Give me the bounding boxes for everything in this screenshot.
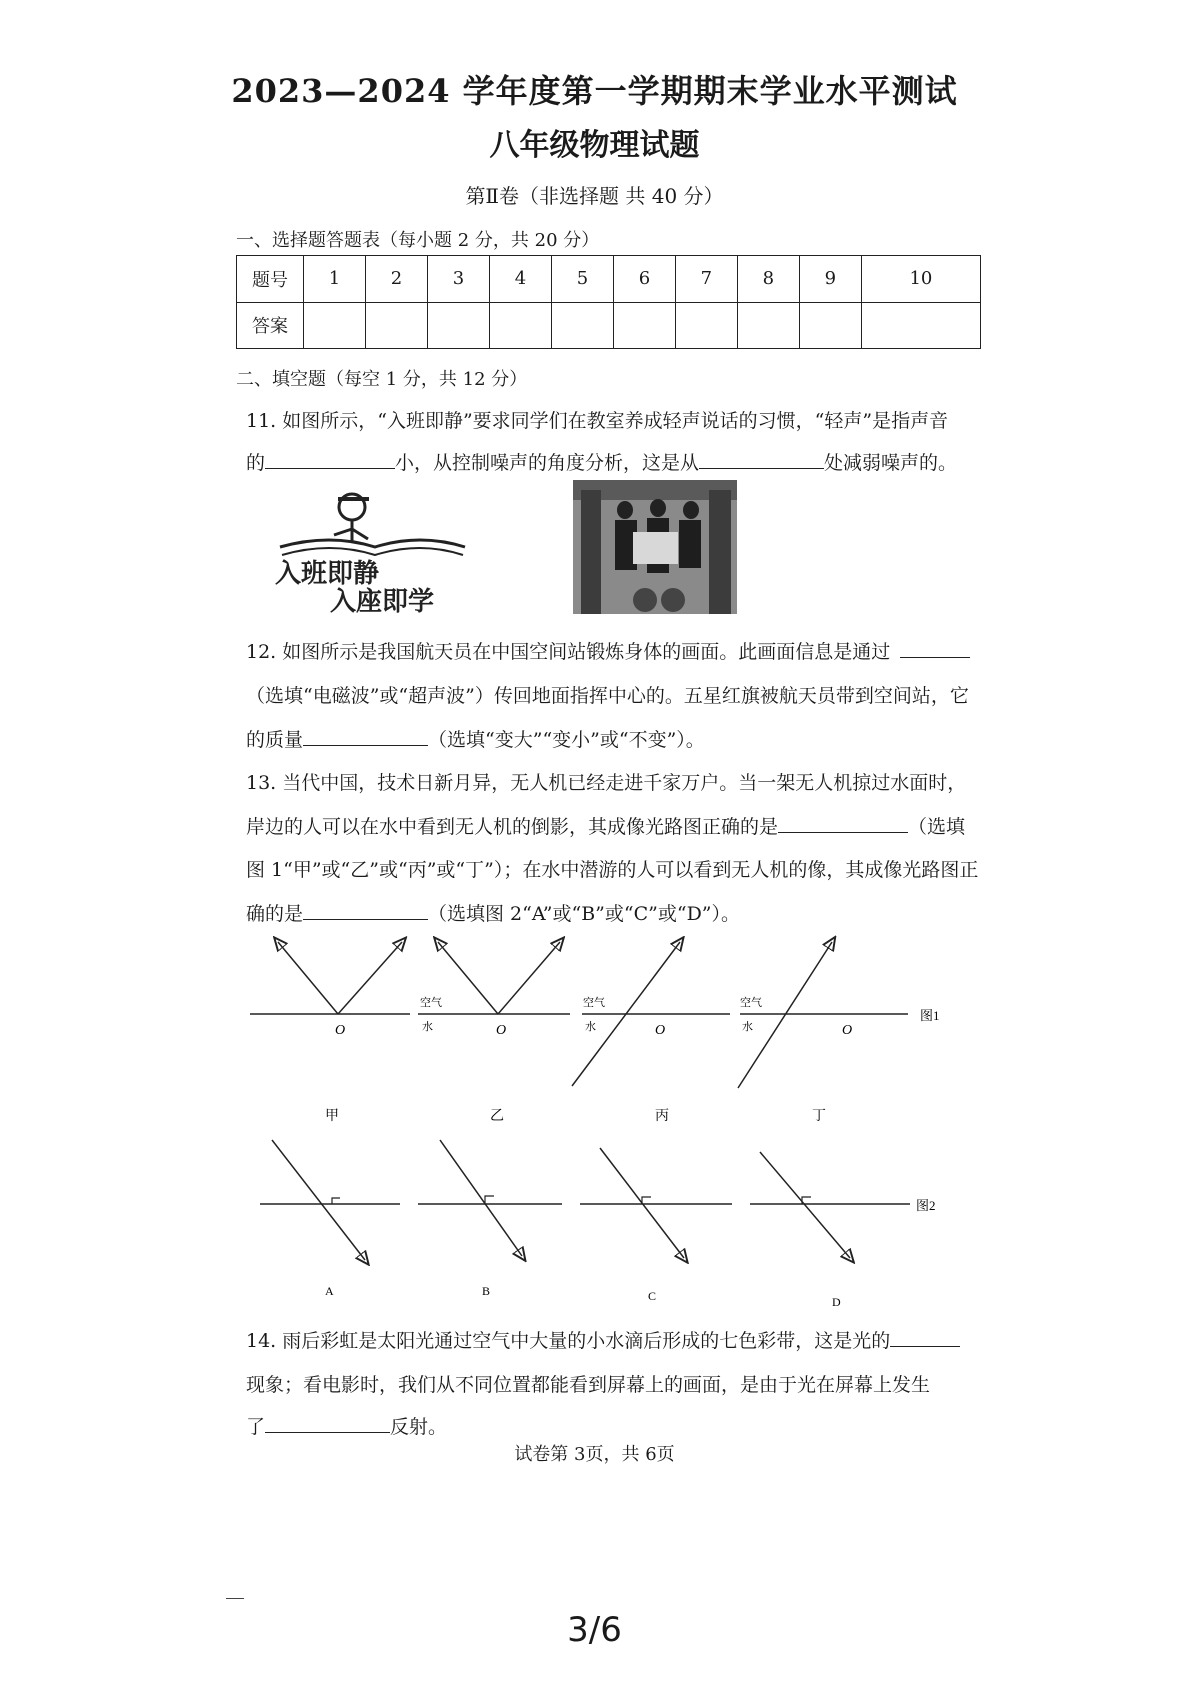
answer-blank[interactable] — [265, 1414, 390, 1433]
question-number-cell: 5 — [551, 256, 613, 303]
q11-text-a: 的 — [246, 452, 266, 474]
q14-text-1: 14. 雨后彩虹是太阳光通过空气中大量的小水滴后形成的七色彩带，这是光的 — [246, 1330, 891, 1352]
corner-mark — [226, 1598, 244, 1599]
panel-label-yi: 乙 — [490, 1109, 504, 1124]
answer-table — [236, 255, 981, 349]
page-counter: 3/6 — [567, 1610, 622, 1650]
astronaut-photo — [573, 480, 737, 614]
air-label: 空气 — [740, 997, 762, 1009]
answer-blank[interactable] — [303, 901, 428, 920]
figure1-diagram — [230, 930, 950, 1130]
q11-line1: 11. 如图所示，“入班即静”要求同学们在教室养成轻声说话的习惯，“轻声”是指声音 — [246, 410, 949, 432]
q13-line3: 图 1“甲”或“乙”或“丙”或“丁”）；在水中潜游的人可以看到无人机的像，其成像光路图正 — [246, 859, 979, 881]
answer-blank[interactable] — [900, 639, 970, 658]
quiet-class-logo — [270, 485, 470, 615]
point-o-label: O — [842, 1023, 853, 1038]
answer-cell[interactable] — [737, 302, 799, 349]
question-number-cell: 8 — [737, 256, 799, 303]
answer-cell[interactable] — [861, 302, 980, 349]
answer-cell[interactable] — [675, 302, 737, 349]
question-number-cell: 1 — [304, 256, 366, 303]
answer-cell[interactable] — [489, 302, 551, 349]
q14-line3 — [246, 1412, 447, 1439]
answer-cell[interactable] — [613, 302, 675, 349]
question-number-cell: 7 — [675, 256, 737, 303]
question-number-cell: 3 — [427, 256, 489, 303]
point-o-label: O — [655, 1023, 666, 1038]
q13-line1: 13. 当代中国，技术日新月异，无人机已经走进千家万户。当一架无人机掠过水面时， — [246, 772, 967, 794]
air-label: 空气 — [583, 997, 605, 1009]
question-number-cell: 2 — [365, 256, 427, 303]
figure2-panel-c — [580, 1148, 732, 1303]
question-number-cell: 10 — [861, 256, 980, 303]
q12-line2: （选填“电磁波”或“超声波”）传回地面指挥中心的。五星红旗被航天员带到空间站，它 — [246, 685, 969, 707]
q12-text-3a: 的质量 — [246, 729, 304, 751]
question-number-cell: 6 — [613, 256, 675, 303]
exam-subtitle: 八年级物理试题 — [489, 128, 700, 163]
question-number-cell: 4 — [489, 256, 551, 303]
q11-text-c: 处减弱噪声的。 — [824, 452, 958, 474]
q14-line1 — [246, 1326, 960, 1353]
answer-cell[interactable] — [551, 302, 613, 349]
answer-table-number-row — [237, 256, 981, 303]
answer-cell[interactable] — [799, 302, 861, 349]
answer-blank[interactable] — [778, 814, 908, 833]
figure1-panel-ding — [738, 942, 908, 1124]
part-heading: 第Ⅱ卷（非选择题 共 40 分） — [465, 184, 724, 208]
page-info: 试卷第 3页，共 6页 — [514, 1444, 675, 1465]
figure2-panel-d — [750, 1152, 910, 1309]
q13-text-2a: 岸边的人可以在水中看到无人机的倒影，其成像光路图正确的是 — [246, 816, 779, 838]
answer-table-answer-row — [237, 302, 981, 349]
answer-cell[interactable] — [304, 302, 366, 349]
water-label: 水 — [742, 1021, 753, 1033]
exam-title: 2023—2024 学年度第一学期期末学业水平测试 — [231, 72, 958, 110]
point-o-label: O — [496, 1023, 507, 1038]
q14-text-3b: 反射。 — [390, 1416, 448, 1438]
logo-text-1: 入班即静 — [275, 559, 380, 588]
q12-line3 — [246, 725, 705, 752]
q13-text-4b: （选填图 2“A”或“B”或“C”或“D”）。 — [428, 903, 741, 925]
panel-label-d: D — [832, 1295, 841, 1309]
q13-line2 — [246, 812, 965, 839]
point-o-label: O — [335, 1023, 346, 1038]
q12-text-3b: （选填“变大”“变小”或“不变”）。 — [428, 729, 705, 751]
figure1-panel-jia — [250, 942, 410, 1124]
q11-text-b: 小，从控制噪声的角度分析，这是从 — [395, 452, 700, 474]
figure1-panel-bing — [572, 942, 730, 1124]
q14-line2: 现象；看电影时，我们从不同位置都能看到屏幕上的画面，是由于光在屏幕上发生 — [246, 1374, 931, 1396]
panel-label-ding: 丁 — [812, 1109, 826, 1124]
panel-label-c: C — [648, 1289, 657, 1303]
answer-cell[interactable] — [365, 302, 427, 349]
q13-text-2b: （选填 — [908, 816, 966, 838]
q13-text-4a: 确的是 — [246, 903, 304, 925]
answer-blank[interactable] — [303, 727, 428, 746]
figure2-panel-a — [260, 1140, 400, 1298]
answer-cell[interactable] — [427, 302, 489, 349]
answer-blank[interactable] — [890, 1328, 960, 1347]
logo-text-2: 入座即学 — [330, 587, 435, 616]
answer-blank[interactable] — [699, 450, 824, 469]
water-label: 水 — [422, 1021, 433, 1033]
question-number-cell: 9 — [799, 256, 861, 303]
air-label: 空气 — [420, 997, 442, 1009]
q11-line2 — [246, 448, 957, 475]
figure2-label: 图2 — [916, 1198, 936, 1213]
panel-label-a: A — [325, 1284, 334, 1298]
row-label-answer: 答案 — [237, 302, 304, 349]
q14-text-3a: 了 — [246, 1416, 266, 1438]
water-label: 水 — [585, 1021, 596, 1033]
panel-label-bing: 丙 — [655, 1109, 669, 1124]
figure2-panel-b — [418, 1140, 562, 1298]
section1-heading: 一、选择题答题表（每小题 2 分，共 20 分） — [236, 230, 600, 251]
figure1-label: 图1 — [920, 1008, 940, 1023]
q12-line1 — [246, 637, 970, 664]
panel-label-b: B — [482, 1284, 491, 1298]
q13-line4 — [246, 899, 740, 926]
q12-text-1: 12. 如图所示是我国航天员在中国空间站锻炼身体的画面。此画面信息是通过 — [246, 641, 891, 663]
figure1-panel-yi — [418, 942, 570, 1124]
answer-blank[interactable] — [265, 450, 395, 469]
section2-heading: 二、填空题（每空 1 分，共 12 分） — [236, 369, 528, 390]
figure2-diagram — [250, 1140, 970, 1309]
row-label-number: 题号 — [237, 256, 304, 303]
panel-label-jia: 甲 — [325, 1109, 339, 1124]
